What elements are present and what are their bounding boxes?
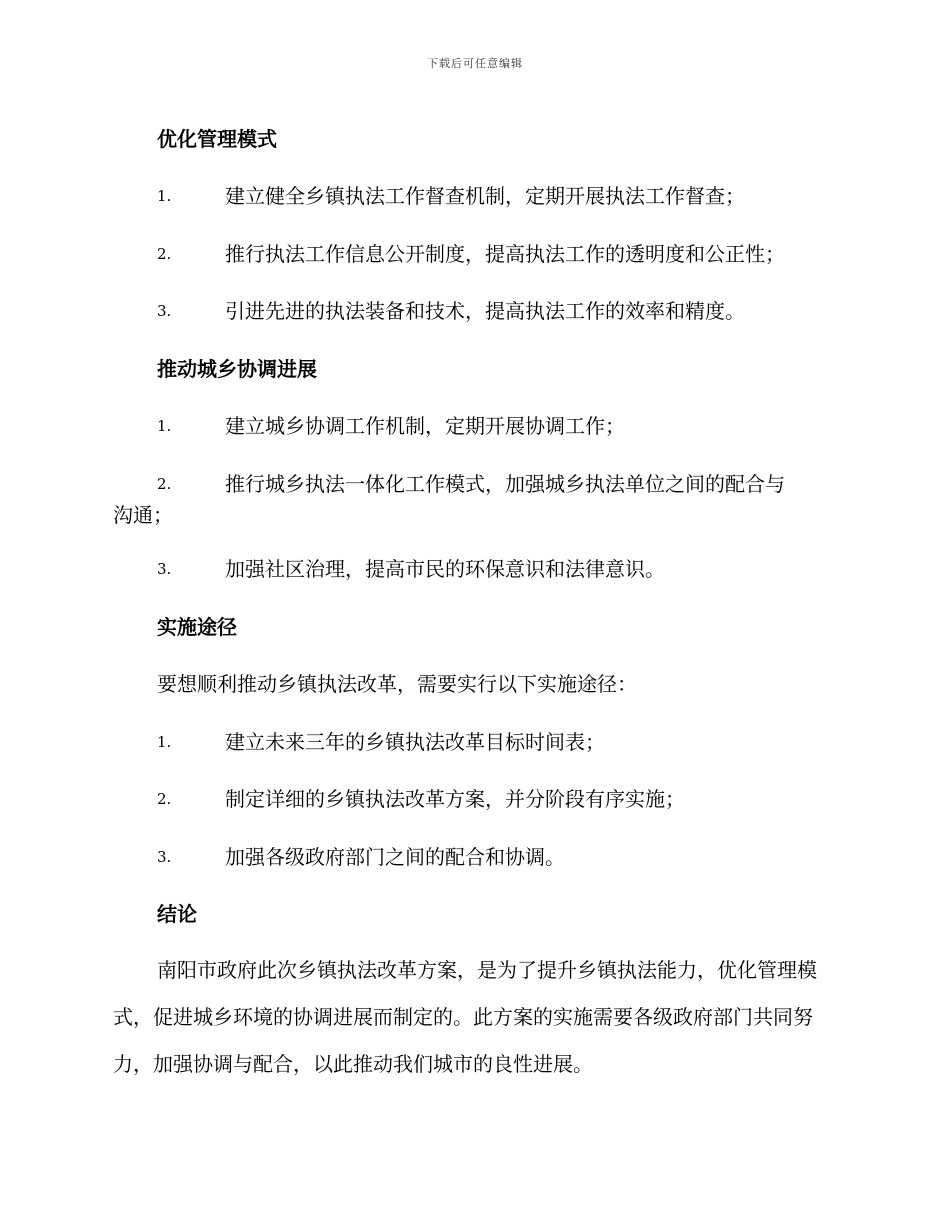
list-number: 2. — [157, 790, 172, 809]
list-number: 3. — [157, 560, 172, 579]
list-item — [113, 828, 835, 886]
list-number: 1. — [157, 187, 172, 206]
list-number: 1. — [157, 732, 172, 751]
section-heading-urban-rural: 推动城乡协调进展 — [157, 356, 317, 381]
list-text: 推行城乡执法一体化工作模式，加强城乡执法单位之间的配合与 — [225, 471, 785, 496]
list-text: 加强社区治理，提高市民的环保意识和法律意识。 — [225, 557, 665, 582]
list-item — [113, 398, 835, 456]
list-text-continued: 沟通； — [113, 502, 173, 527]
list-item — [113, 283, 835, 341]
list-number: 1. — [157, 417, 172, 436]
list-text: 推行执法工作信息公开制度，提高执法工作的透明度和公正性； — [225, 241, 785, 266]
section-heading-optimize-management: 优化管理模式 — [157, 126, 277, 151]
list-text: 建立健全乡镇执法工作督查机制，定期开展执法工作督查； — [225, 184, 745, 209]
list-number: 3. — [157, 847, 172, 866]
document-content — [113, 110, 835, 1088]
list-item — [113, 225, 835, 283]
list-item — [113, 771, 835, 829]
list-item — [113, 541, 835, 599]
list-number: 2. — [157, 244, 172, 263]
list-text: 引进先进的执法装备和技术，提高执法工作的效率和精度。 — [225, 299, 745, 324]
list-text: 制定详细的乡镇执法改革方案，并分阶段有序实施； — [225, 787, 685, 812]
list-number: 3. — [157, 302, 172, 321]
section-heading-implementation: 实施途径 — [157, 614, 237, 639]
list-text: 建立城乡协调工作机制，定期开展协调工作； — [225, 414, 625, 439]
intro-paragraph: 要想顺利推动乡镇执法改革，需要实行以下实施途径： — [157, 672, 637, 697]
list-text: 建立未来三年的乡镇执法改革目标时间表； — [225, 729, 605, 754]
list-number: 2. — [157, 474, 172, 493]
header-note: 下载后可任意编辑 — [427, 57, 523, 70]
list-item — [113, 455, 835, 541]
list-item — [113, 713, 835, 771]
conclusion-paragraph: 南阳市政府此次乡镇执法改革方案，是为了提升乡镇执法能力，优化管理模式，促进城乡环境的协调进展而制定的。此方案的实施需要各级政府部门共同努力，加强协调与配合，以此推动我们城市的良性进展。 — [113, 958, 817, 1076]
section-heading-conclusion: 结论 — [157, 902, 197, 927]
list-item — [113, 168, 835, 226]
list-text: 加强各级政府部门之间的配合和协调。 — [225, 844, 565, 869]
